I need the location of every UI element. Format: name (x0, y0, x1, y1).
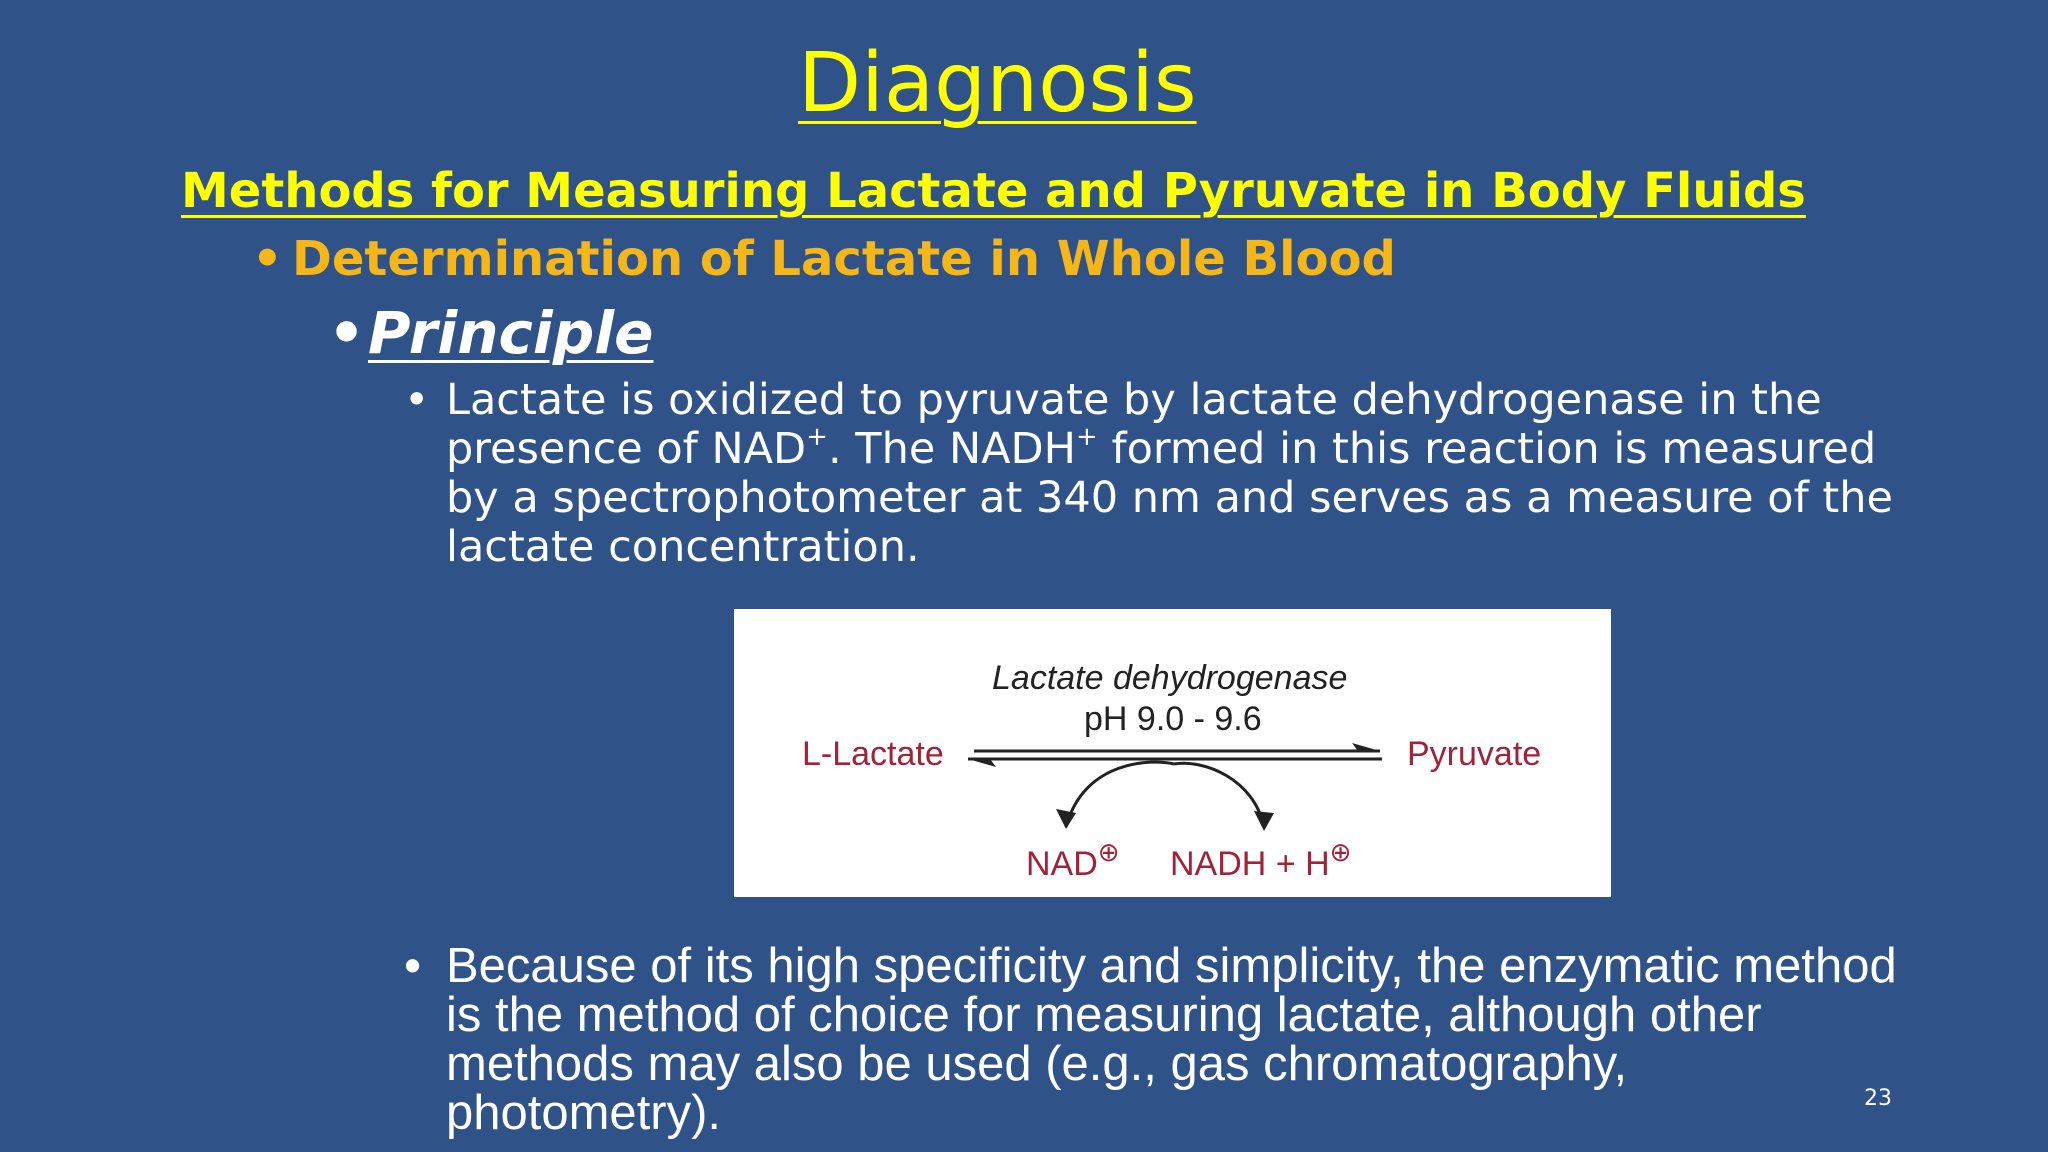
bullet-level1 (252, 230, 1396, 288)
principle-text-part2: . The NADH (827, 424, 1076, 474)
nad-superscript: + (806, 422, 828, 452)
plus-charge-icon: ⊕ (1329, 837, 1352, 867)
bullet-marker: • (404, 375, 430, 425)
bullet-marker: • (252, 231, 283, 287)
bullet-marker: • (328, 299, 366, 367)
slide-title: Diagnosis (798, 36, 1197, 131)
principle-text-part3: formed in this reaction is measured by a spectrophotometer at 340 nm and serves as a measure of the lactate concentration. (446, 424, 1893, 572)
principle-text (446, 376, 1924, 572)
principle-heading: Principle (368, 299, 654, 367)
nad-curve (1066, 762, 1174, 827)
reaction-figure (734, 609, 1611, 897)
enzyme-label: Lactate dehydrogenase (992, 659, 1348, 697)
plus-charge-icon: ⊕ (1097, 837, 1120, 867)
page-number: 23 (1864, 1086, 1892, 1111)
nadh-superscript: + (1075, 422, 1098, 452)
ph-label: pH 9.0 - 9.6 (1084, 700, 1262, 738)
slide-subtitle: Methods for Measuring Lactate and Pyruvate in Body Fluids (181, 163, 1806, 219)
principle-bullet (404, 376, 1924, 572)
principle-text-part1: Lactate is oxidized to pyruvate by lactate dehydrogenase in the presence of NAD (446, 375, 1822, 474)
bullet-marker: • (404, 939, 422, 993)
nadh-text: NADH + H (1170, 845, 1330, 883)
nad-text: NAD (1026, 845, 1098, 883)
nadh-label (1170, 837, 1352, 883)
bullet-level2 (328, 298, 654, 368)
nad-label (1026, 837, 1120, 883)
enzymatic-method-text: Because of its high specificity and simplicity, the enzymatic method is the method of choice for measuring lactate, although other methods may also be used (e.g., gas chromatography, photometry). (446, 939, 1897, 1140)
bullet-level1-text: Determination of Lactate in Whole Blood (292, 231, 1396, 287)
pyruvate-label: Pyruvate (1407, 735, 1542, 773)
nadh-arrowhead (1254, 811, 1274, 831)
enzymatic-method-bullet (404, 939, 1904, 1140)
nad-arrowhead (1056, 809, 1076, 829)
lactate-label: L-Lactate (802, 735, 944, 773)
nadh-curve (1174, 763, 1264, 827)
